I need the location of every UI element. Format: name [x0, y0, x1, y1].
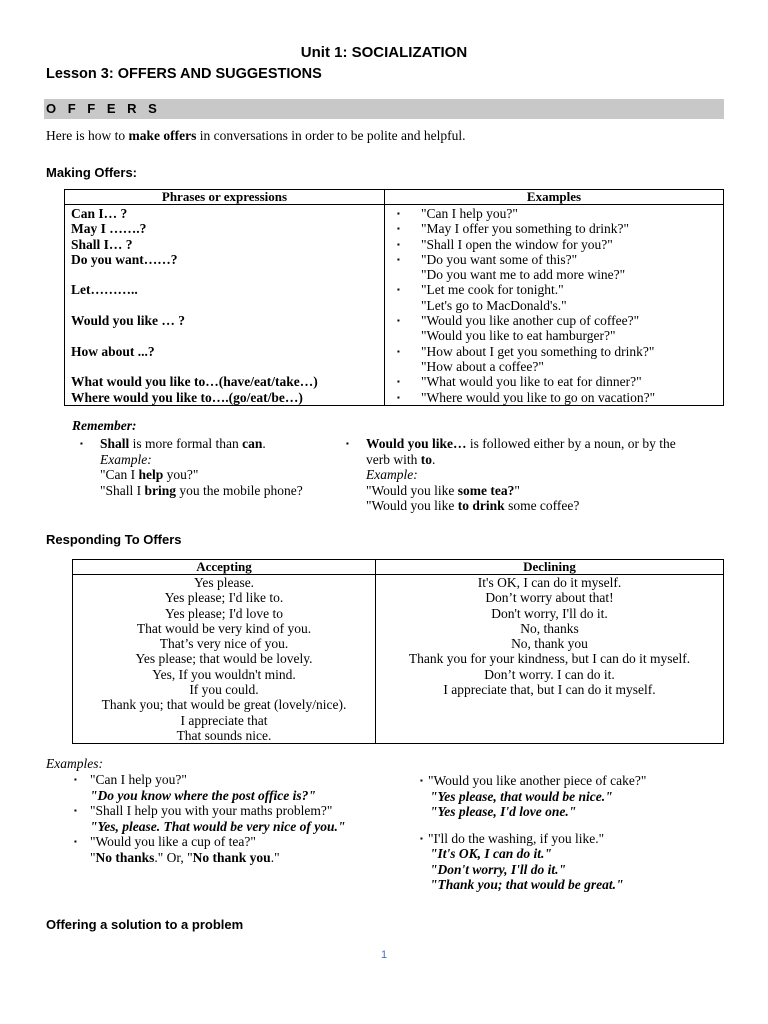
accepting-item: Yes please; I'd love to [164, 605, 284, 621]
examples-right [420, 773, 720, 893]
example-answer: "Thank you; that would be great." [430, 877, 624, 892]
example-text: "Would you like another cup of coffee?" [421, 313, 640, 329]
examples-label: Examples: [46, 756, 103, 771]
accepting-item: Yes please; I'd like to. [164, 590, 284, 606]
remember-left-ex1: "Can I help you?" [100, 467, 199, 482]
bullet-icon: ▪ [420, 776, 423, 785]
remember-left [80, 436, 340, 498]
accepting-item: Yes please. [193, 575, 255, 590]
example-text: "Do you want some of this?" [421, 251, 578, 267]
example-item [385, 344, 723, 359]
bullet-icon: ▪ [397, 377, 400, 387]
example-item [385, 252, 723, 267]
accepting-column [73, 575, 375, 743]
accepting-item: If you could. [189, 682, 259, 698]
remember-left-end: . [262, 436, 266, 451]
example-text: "Can I help you?" [421, 206, 518, 221]
example-text: "Do you want me to add more wine?" [421, 267, 626, 283]
accepting-item: Thank you; that would be great (lovely/nice). [101, 697, 347, 713]
example-text: "How about a coffee?" [421, 358, 544, 374]
declining-item: Thank you for your kindness, but I can do it myself. [408, 651, 691, 667]
example-item [385, 374, 723, 389]
shall-word: Shall [100, 436, 130, 451]
example-answer: "Yes please, I'd love one." [430, 804, 577, 819]
example-answer: "Yes, please. That would be very nice of you." [90, 818, 346, 834]
responding-table [72, 559, 724, 744]
phrase-item: Where would you like to….(go/eat/be…) [71, 389, 303, 405]
bullet-icon: ▪ [74, 806, 77, 815]
can-word: can [242, 436, 263, 451]
example-answer: "Do you know where the post office is?" [90, 787, 316, 803]
remember-left-text: is more formal than [129, 436, 243, 451]
remember-right-ex2: "Would you like to drink some coffee? [366, 498, 580, 513]
example-question: "Can I help you?" [90, 772, 187, 787]
accepting-item: I appreciate that [180, 712, 268, 728]
example-item [385, 298, 723, 313]
example-question: "Would you like another piece of cake?" [428, 773, 647, 788]
declining-item: Don’t worry about that! [485, 590, 614, 606]
bullet-icon: ▪ [346, 439, 349, 448]
example-item [385, 206, 723, 221]
example-item [385, 313, 723, 328]
example-answer: "Don't worry, I'll do it." [430, 861, 567, 877]
offers-table [64, 189, 724, 406]
phrase-item: Do you want……? [71, 251, 178, 267]
solution-heading: Offering a solution to a problem [46, 917, 244, 932]
unit-title: Unit 1: SOCIALIZATION [300, 44, 468, 61]
phrase-item: May I …….? [71, 221, 147, 237]
section-bar [44, 99, 724, 119]
bullet-icon: ▪ [397, 392, 400, 402]
declining-item: It's OK, I can do it myself. [477, 575, 622, 590]
remember-right-end: . [432, 451, 436, 467]
phrase-item [65, 328, 384, 343]
bullet-icon: ▪ [397, 224, 400, 234]
example-text: "Would you like to eat hamburger?" [421, 328, 616, 344]
phrases-column [65, 206, 384, 405]
bullet-icon: ▪ [397, 254, 400, 264]
accepting-item: Yes please; that would be lovely. [135, 651, 313, 667]
example-question: "I'll do the washing, if you like." [428, 830, 605, 846]
col-header-examples: Examples [385, 190, 724, 205]
declining-item: Don’t worry. I can do it. [484, 666, 615, 682]
phrase-item [65, 359, 384, 374]
accepting-item: That would be very kind of you. [136, 620, 312, 636]
phrase-item: Would you like … ? [71, 313, 186, 329]
bullet-icon: ▪ [397, 285, 400, 295]
declining-item: I appreciate that, but I can do it myself. [443, 682, 656, 698]
remember-left-ex2: "Shall I bring you the mobile phone? [100, 482, 303, 498]
example-text: "Shall I open the window for you?" [421, 236, 613, 252]
would-you-like-bold: Would you like… [366, 436, 467, 451]
intro-text [46, 128, 466, 144]
bullet-icon: ▪ [397, 346, 400, 356]
bullet-icon: ▪ [74, 837, 77, 846]
example-text: "Where would you like to go on vacation?" [421, 389, 656, 405]
col-header-declining: Declining [376, 560, 724, 575]
example-text: "What would you like to eat for dinner?" [421, 374, 642, 390]
accepting-item: That’s very nice of you. [159, 636, 289, 652]
remember-right-text2: verb with [366, 451, 421, 467]
example-item [385, 390, 723, 405]
example-text: "May I offer you something to drink?" [421, 221, 629, 237]
examples-column [385, 206, 723, 405]
section-bar-label: O F F E R S [46, 101, 161, 116]
remember-right-text1: is followed either by a noun, or by the [466, 436, 676, 451]
example-label: Example: [100, 451, 152, 467]
examples-left [74, 772, 404, 865]
remember-right-ex1: "Would you like some tea?" [366, 482, 520, 498]
example-item [385, 359, 723, 374]
example-text: "Let's go to MacDonald's." [421, 297, 567, 313]
example-answer: "It's OK, I can do it." [430, 846, 552, 861]
bullet-icon: ▪ [397, 209, 400, 218]
example-item [385, 328, 723, 343]
intro-bold: make offers [128, 128, 197, 143]
declining-column [376, 575, 723, 697]
declining-item: Don't worry, I'll do it. [491, 605, 608, 621]
accepting-item: That sounds nice. [176, 727, 272, 743]
remember-right [346, 436, 706, 514]
declining-item: No, thank you [511, 636, 588, 652]
example-item [385, 221, 723, 236]
bullet-icon: ▪ [80, 439, 83, 448]
example-text: "How about I get you something to drink?" [421, 343, 655, 359]
phrase-item: Let……….. [71, 282, 138, 298]
bullet-icon: ▪ [397, 316, 400, 326]
phrase-item: Can I… ? [71, 206, 128, 221]
responding-heading: Responding To Offers [46, 532, 182, 547]
phrase-item: Shall I… ? [71, 236, 133, 252]
intro-pre: Here is how to [46, 128, 129, 143]
accepting-item: Yes, If you wouldn't mind. [152, 666, 296, 682]
example-question: "Shall I help you with your maths problem?" [90, 803, 333, 818]
phrase-item: How about ...? [71, 343, 155, 359]
page-number: 1 [380, 949, 388, 961]
example-answer: "No thanks." Or, "No thank you." [90, 849, 280, 865]
example-item [385, 282, 723, 297]
phrase-item: What would you like to…(have/eat/take…) [71, 374, 318, 390]
col-header-accepting: Accepting [73, 560, 376, 575]
lesson-title: Lesson 3: OFFERS AND SUGGESTIONS [46, 66, 322, 82]
bullet-icon: ▪ [74, 775, 77, 784]
example-question: "Would you like a cup of tea?" [90, 834, 256, 849]
making-offers-heading: Making Offers: [46, 165, 138, 180]
bullet-icon: ▪ [397, 239, 400, 249]
phrase-item [65, 298, 384, 313]
remember-label: Remember: [72, 418, 137, 433]
example-answer: "Yes please, that would be nice." [430, 788, 613, 804]
phrase-item [65, 267, 384, 282]
example-item [385, 267, 723, 282]
example-text: "Let me cook for tonight." [421, 282, 564, 298]
example-item [385, 237, 723, 252]
bullet-icon: ▪ [420, 833, 423, 843]
col-header-phrases: Phrases or expressions [65, 190, 385, 205]
declining-item: No, thanks [520, 620, 579, 636]
example-label: Example: [366, 467, 418, 482]
to-bold: to [420, 451, 432, 467]
intro-post: in conversations in order to be polite and helpful. [196, 128, 466, 143]
